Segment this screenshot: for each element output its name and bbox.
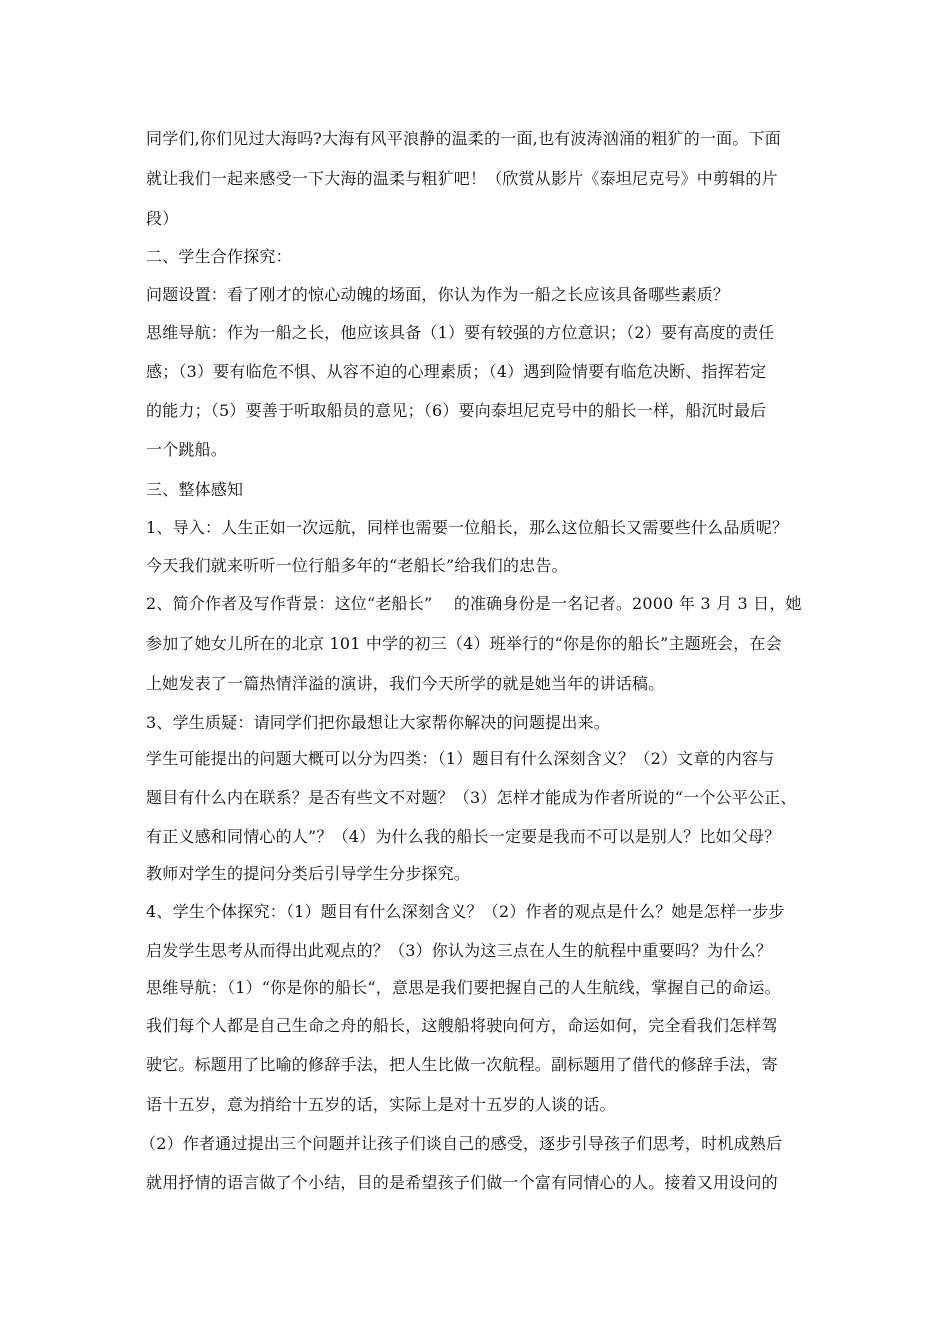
section-heading: 三、整体感知	[146, 480, 244, 499]
text-line: 1、导入：人生正如一次远航，同样也需要一位船长，那么这位船长又需要些什么品质呢？	[146, 518, 789, 537]
text-line: 学生可能提出的问题大概可以分为四类：（1）题目有什么深刻含义？（2）文章的内容与	[146, 749, 775, 768]
text-line: 同学们,你们见过大海吗?大海有风平浪静的温柔的一面,也有波涛汹涌的粗犷的一面。下面	[146, 129, 781, 148]
text-line: 的能力；（5）要善于听取船员的意见；（6）要向泰坦尼克号中的船长一样，船沉时最后	[146, 401, 767, 420]
text-line: 就让我们一起来感受一下大海的温柔与粗犷吧！（欣赏从影片《泰坦尼克号》中剪辑的片	[146, 169, 778, 188]
text-line: 有正义感和同情心的人”？（4）为什么我的船长一定要是我而不可以是别人？比如父母？	[146, 827, 781, 846]
section-heading: 二、学生合作探究：	[146, 247, 292, 266]
text-line: 4、学生个体探究：（1）题目有什么深刻含义？（2）作者的观点是什么？她是怎样一步步	[146, 902, 785, 921]
text-line: 教师对学生的提问分类后引导学生分步探究。	[146, 864, 471, 883]
text-line: 感；（3）要有临危不惧、从容不迫的心理素质；（4）遇到险情要有临危决断、指挥若定	[146, 362, 767, 381]
text-line: （2）作者通过提出三个问题并让孩子们谈自己的感受，逐步引导孩子们思考，时机成熟后	[140, 1134, 783, 1153]
text-line: 段）	[146, 209, 179, 228]
text-line: 语十五岁，意为捎给十五岁的话，实际上是对十五岁的人谈的话。	[146, 1095, 616, 1114]
text-line: 3、学生质疑：请同学们把你最想让大家帮你解决的问题提出来。	[146, 713, 610, 732]
text-line: 就用抒情的语言做了个小结，目的是希望孩子们做一个富有同情心的人。接着又用设问的	[146, 1173, 778, 1192]
text-line: 题目有什么内在联系？是否有些文不对题？（3）怎样才能成为作者所说的“一个公平公正、	[146, 788, 797, 807]
text-line: 上她发表了一篇热情洋溢的演讲，我们今天所学的就是她当年的讲话稿。	[146, 674, 665, 693]
text-line: 一个跳船。	[146, 440, 228, 459]
text-line: 启发学生思考从而得出此观点的？（3）你认为这三点在人生的航程中重要吗？为什么？	[146, 941, 772, 960]
text-line: 思维导航：（1）“你是你的船长“，意思是我们要把握自己的人生航线，掌握自己的命运。	[146, 978, 781, 997]
text-line: 参加了她女儿所在的北京 101 中学的初三（4）班举行的“你是你的船长”主题班会，在会	[146, 634, 782, 653]
text-line: 我们每个人都是自己生命之舟的船长，这艘船将驶向何方，命运如何，完全看我们怎样驾	[146, 1016, 778, 1035]
text-line: 问题设置：看了刚才的惊心动魄的场面，你认为作为一船之长应该具备哪些素质？	[146, 285, 730, 304]
text-line: 驶它。标题用了比喻的修辞手法，把人生比做一次航程。副标题用了借代的修辞手法，寄	[146, 1055, 778, 1074]
text-line: 思维导航：作为一船之长，他应该具备（1）要有较强的方位意识；（2）要有高度的责任	[146, 323, 775, 342]
text-line: 今天我们就来听听一位行船多年的“老船长”给我们的忠告。	[146, 556, 568, 575]
text-line: 2、简介作者及写作背景：这位“老船长” 的准确身份是一名记者。2000 年 3 月 3 日，她	[146, 594, 802, 613]
